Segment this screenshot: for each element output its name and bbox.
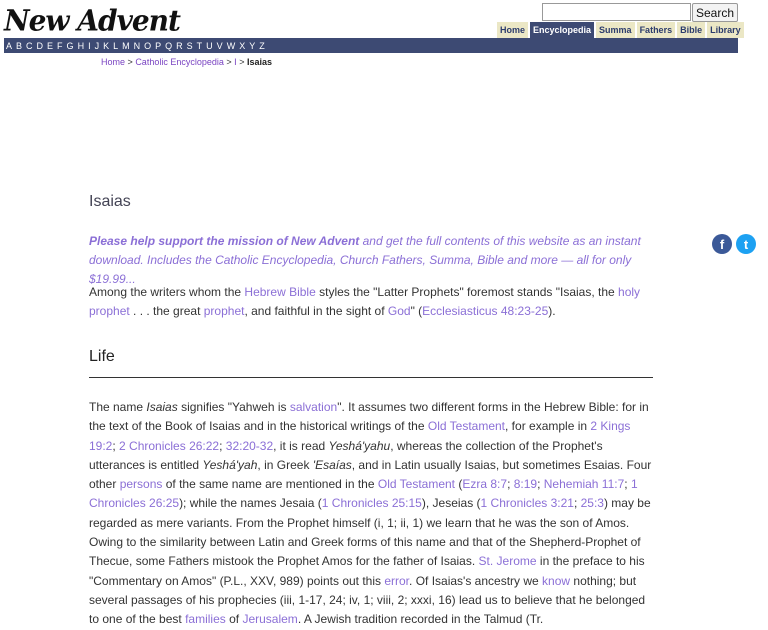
intro-paragraph: Among the writers whom the Hebrew Bible styles the "Latter Prophets" foremost stands "Isaias, the holy prophet . . . the great prophet, and faithful in the sight of God" (Ecclesiasticus 48:23-25). [89, 285, 641, 318]
letter-link[interactable]: X [239, 40, 246, 51]
letter-link[interactable]: G [66, 40, 74, 51]
breadcrumb-encyclopedia[interactable]: Catholic Encyclopedia [135, 57, 224, 67]
link-prophet[interactable]: prophet [203, 304, 245, 318]
link-hebrew-bible[interactable]: Hebrew Bible [244, 285, 316, 299]
life-paragraph: The name Isaias signifies "Yahweh is salvation". It assumes two different forms in the Hebrew Bible: for in the text of the Book of Isaias and in the historical writings of the Old Testament, for example in 2 Kings 19:2; 2 Chronicles 26:22; 32:20-32, it is read Yeshá'yahu, whereas the collection of the Prophet's utterances is entitled Yeshá'yah, in Greek 'Esaías, and in Latin usually Isaias, but sometimes Esaias. Four other persons of the same name are mentioned in the Old Testament (Ezra 8:7; 8:19; Nehemiah 11:7; 1 Chronicles 26:25); while the names Jesaia (1 Chronicles 25:15), Jeseias (1 Chronicles 3:21; 25:3) may be regarded as mere variants. From the Prophet himself (i, 1; ii, 1) we learn that he was the son of Amos. Owing to the similarity between Latin and Greek forms of this name and that of the Shepherd-Prophet of Thecue, some Fathers mistook the Prophet Amos for the father of Isaias. St. Jerome in the preface to his "Commentary on Amos" (P.L., XXV, 989) points out this error. Of Isaias's ancestry we know nothing; but several passages of his prophecies (iii, 1-17, 24; iv, 1; viii, 2; xxxi, 16) lead us to believe that he belonged to one of the best families of Jerusalem. A Jewish tradition recorded in the Talmud (Tr. [89, 400, 652, 627]
breadcrumb-current: Isaias [246, 57, 273, 67]
letter-link[interactable]: D [36, 40, 44, 51]
page-title: Isaias [89, 193, 131, 210]
link-1-chronicles-26[interactable]: 1 Chronicles 26:25 [89, 477, 638, 511]
link-old-testament-2[interactable]: Old Testament [377, 477, 456, 492]
letter-link[interactable]: M [122, 40, 130, 51]
letter-link[interactable]: F [57, 40, 63, 51]
nav-summa[interactable]: Summa [596, 22, 635, 38]
letter-link[interactable]: V [216, 40, 223, 51]
link-salvation[interactable]: salvation [289, 400, 338, 414]
letter-link[interactable]: S [186, 40, 193, 51]
letter-link[interactable]: U [206, 40, 213, 51]
link-holy-prophet[interactable]: holy prophet [89, 285, 641, 318]
link-persons[interactable]: persons [119, 477, 163, 492]
link-2-kings[interactable]: 2 Kings 19:2 [89, 419, 631, 453]
link-1-chronicles-3[interactable]: 1 Chronicles 3:21 [480, 496, 574, 511]
nav-library[interactable]: Library [707, 22, 744, 38]
letter-link[interactable]: T [196, 40, 203, 51]
letter-link[interactable]: E [47, 40, 54, 51]
link-1-chronicles-25[interactable]: 1 Chronicles 25:15 [321, 496, 422, 511]
section-heading-life: Life [89, 348, 115, 365]
breadcrumb-home[interactable]: Home [101, 57, 126, 67]
breadcrumb-sep: > [226, 57, 232, 67]
nav-bible[interactable]: Bible [677, 22, 705, 38]
link-ezra-8-19[interactable]: 8:19 [513, 477, 538, 492]
link-know[interactable]: know [542, 573, 571, 588]
link-ezra[interactable]: Ezra 8:7 [462, 477, 508, 492]
site-logo[interactable]: New Advent [4, 3, 180, 38]
link-2-chronicles[interactable]: 2 Chronicles 26:22 [119, 438, 220, 453]
letter-link[interactable]: K [103, 40, 110, 51]
nav-home[interactable]: Home [497, 22, 528, 38]
letter-link[interactable]: N [133, 40, 141, 51]
letter-link[interactable]: Q [165, 40, 173, 51]
support-banner[interactable] [89, 232, 649, 289]
link-st-jerome[interactable]: St. Jerome [478, 554, 537, 569]
letter-link[interactable]: J [94, 40, 100, 51]
link-2-chronicles-32[interactable]: 32:20-32 [225, 438, 274, 453]
letter-link[interactable]: B [16, 40, 23, 51]
nav-fathers[interactable]: Fathers [637, 22, 676, 38]
breadcrumb [101, 57, 272, 67]
top-nav [497, 22, 744, 38]
letter-link[interactable]: I [88, 40, 91, 51]
twitter-icon[interactable]: t [736, 234, 756, 254]
section-divider [89, 377, 653, 378]
link-old-testament[interactable]: Old Testament [427, 419, 506, 434]
letter-link[interactable]: P [155, 40, 162, 51]
letter-link[interactable]: O [144, 40, 152, 51]
letter-link[interactable]: L [113, 40, 119, 51]
link-error[interactable]: error [384, 573, 410, 588]
letter-link[interactable]: C [26, 40, 33, 51]
alphabet-bar [4, 38, 738, 53]
letter-link[interactable]: Y [249, 40, 256, 51]
letter-link[interactable]: R [176, 40, 183, 51]
letter-link[interactable]: W [226, 40, 236, 51]
letter-link[interactable]: H [77, 40, 85, 51]
letter-link[interactable]: A [6, 40, 13, 51]
link-nehemiah[interactable]: Nehemiah 11:7 [543, 477, 625, 492]
link-jerusalem[interactable]: Jerusalem [242, 612, 298, 627]
support-text: and get the full contents of this website as an instant download. Includes the Catholic Encyclopedia, Church Fathers, Summa, Bible and more — all for only $19.99... [89, 234, 641, 286]
facebook-icon[interactable]: f [712, 234, 732, 254]
letter-link[interactable]: Z [259, 40, 265, 51]
search-button[interactable]: Search [692, 3, 738, 22]
support-link[interactable]: Please help support the mission of New Advent [89, 234, 360, 248]
breadcrumb-letter[interactable]: I [234, 57, 237, 67]
link-god[interactable]: God [387, 304, 411, 318]
link-25-3[interactable]: 25:3 [580, 496, 604, 511]
link-families[interactable]: families [185, 612, 226, 627]
breadcrumb-sep: > [127, 57, 133, 67]
nav-encyclopedia[interactable]: Encyclopedia [530, 22, 594, 38]
search-input[interactable] [542, 3, 691, 21]
breadcrumb-sep: > [239, 57, 245, 67]
link-ecclesiasticus[interactable]: Ecclesiasticus 48:23-25 [422, 304, 549, 318]
